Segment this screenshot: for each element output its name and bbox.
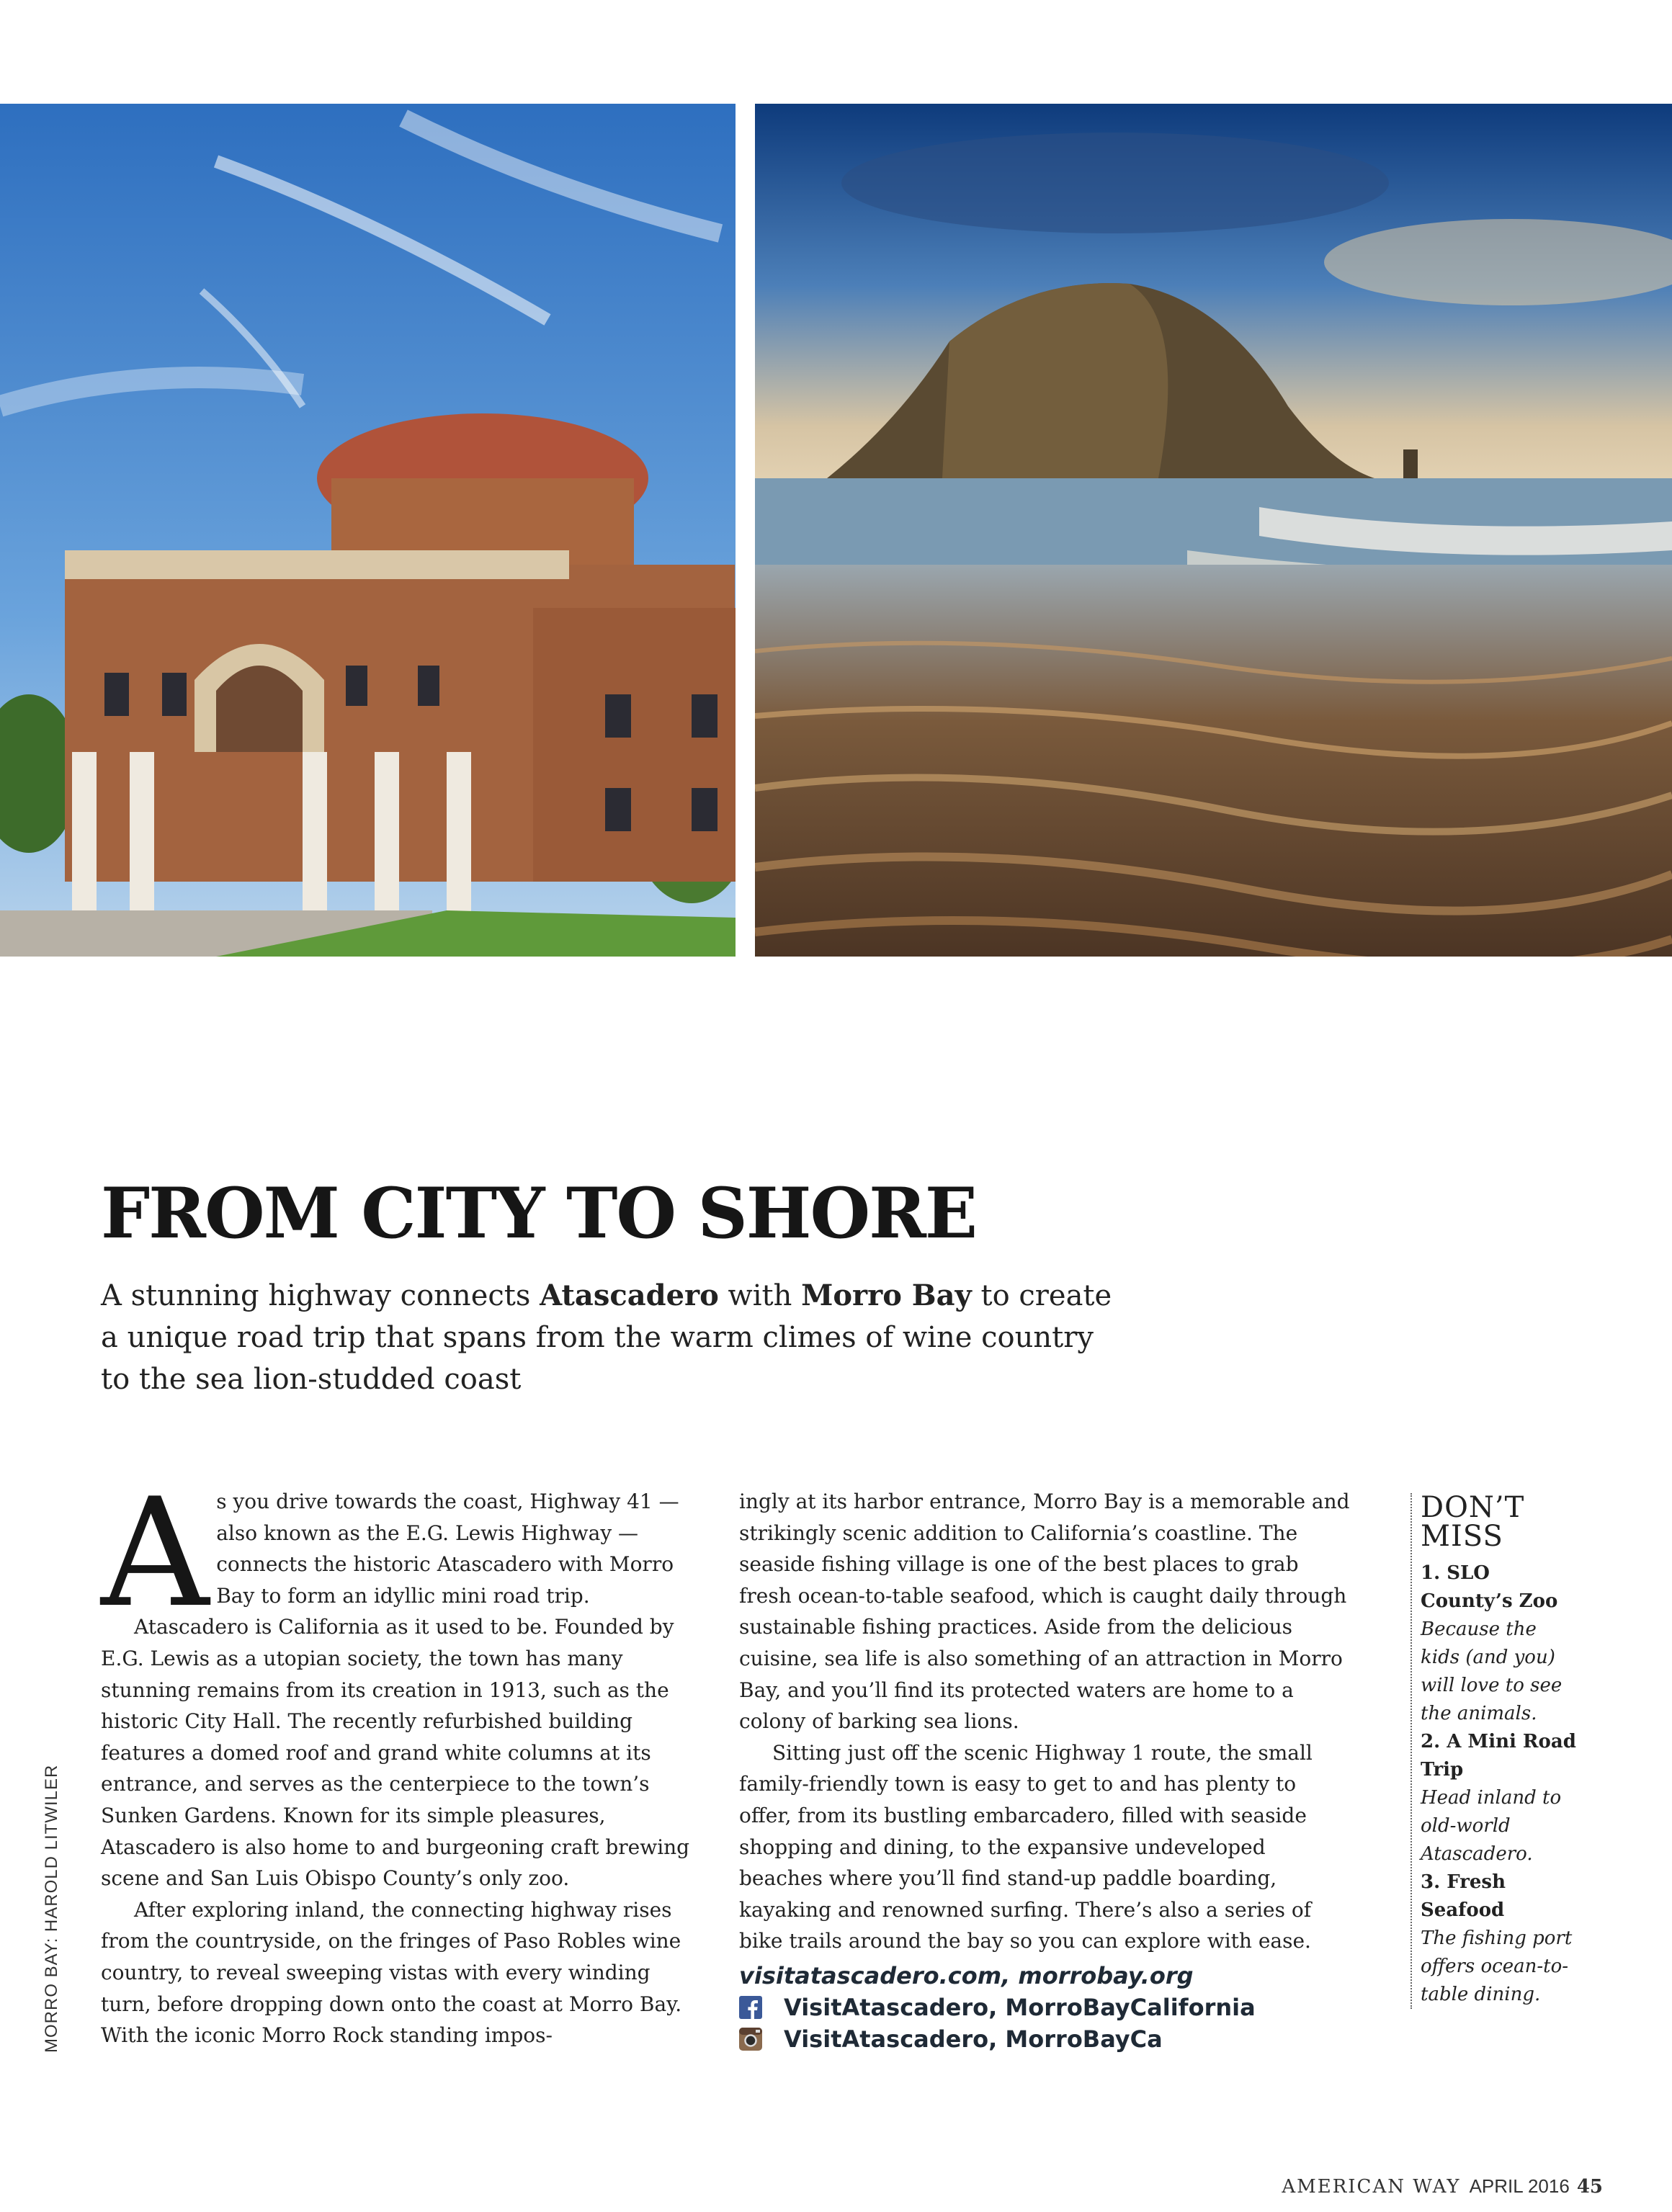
issue-date: APRIL 2016 (1469, 2175, 1570, 2197)
body-paragraph: s you drive towards the coast, Highway 41 — also known as the E.G. Lewis Highway — connects the historic Atascadero with Morro Bay to form an idyllic mini road trip. (216, 1490, 679, 1608)
article-headline: FROM CITY TO SHORE (101, 1173, 977, 1254)
dont-miss-sidebar (1411, 1493, 1581, 2009)
page-folio (1275, 2175, 1603, 2198)
page-number: 45 (1576, 2176, 1603, 2198)
facebook-icon (739, 1996, 762, 2019)
photo-credit: MORRO BAY: HAROLD LITWILER (42, 1764, 61, 2053)
sidebar-item-title: 3. Fresh Seafood (1421, 1871, 1506, 1921)
sidebar-item-text: Head inland to old-world Atascadero. (1421, 1787, 1562, 1865)
deck-text: to create a unique road trip that spans from the warm climes of wine country to the sea lion-studded coast (101, 1279, 1112, 1396)
sidebar-item (1421, 1559, 1581, 1728)
city-hall-photo (0, 104, 736, 957)
body-paragraph: Atascadero is California as it used to be. Founded by E.G. Lewis as a utopian society, the town has many stunning remains from its creation in 1913, such as the historic City Hall. The recently refurbished building features a domed roof and grand white columns at its entrance, and serves as the centerpiece to the town’s Sunken Gardens. Known for its simple pleasures, Atascadero is also home to and burgeoning craft brewing scene and San Luis Obispo County’s only zoo. (101, 1615, 690, 1891)
sidebar-item-title: 1. SLO County’s Zoo (1421, 1562, 1558, 1612)
sidebar-item-text: The fishing port offers ocean-to-table dining. (1421, 1927, 1573, 2005)
city-hall-illustration (0, 104, 736, 957)
body-paragraph: Sitting just off the scenic Highway 1 route, the small family-friendly town is easy to get to and has plenty to offer, from its bustling embarcadero, filled with seaside shopping and dining, to the expansive undeveloped beaches where you’ll find stand-up paddle boarding, kayaking and renowned surfing. There’s also a series of bike trails around the bay so you can explore with ease. (739, 1740, 1313, 1953)
deck-bold-atascadero: Atascadero (540, 1279, 719, 1312)
facebook-handles: VisitAtascadero, MorroBayCalifornia (784, 1993, 1256, 2021)
article-links (739, 1960, 1351, 2055)
morro-rock-photo (755, 104, 1672, 957)
sidebar-item (1421, 1868, 1581, 2009)
body-paragraph: ingly at its harbor entrance, Morro Bay is a memorable and strikingly scenic addition to California’s coastline. The seaside fishing village is one of the best places to grab fresh ocean-to-table seafood, which is caught daily through sustainable fishing practices. Aside from the delicious cuisine, sea life is also something of an attraction in Morro Bay, and you’ll find its protected waters are home to a colony of barking sea lions. (739, 1490, 1350, 1734)
deck-bold-morro-bay: Morro Bay (801, 1279, 972, 1312)
body-column-1 (101, 1467, 692, 2051)
website-links[interactable]: visitatascadero.com, morrobay.org (739, 1961, 1194, 1989)
instagram-icon (739, 2028, 762, 2051)
drop-cap: A (101, 1467, 210, 1641)
deck-text: A stunning highway connects (101, 1279, 540, 1312)
body-paragraph: After exploring inland, the connecting highway rises from the countryside, on the fringes of Paso Robles wine country, to reveal sweeping vistas with every winding turn, before dropping down onto the coast at Morro Bay. With the iconic Morro Rock standing impos- (101, 1897, 682, 2048)
deck-text: with (718, 1279, 802, 1312)
sidebar-item (1421, 1728, 1581, 1868)
instagram-link[interactable] (739, 2023, 1351, 2055)
instagram-handles: VisitAtascadero, MorroBayCa (784, 2025, 1163, 2053)
magazine-name: AMERICAN WAY (1282, 2176, 1461, 2198)
body-column-2 (739, 1486, 1351, 2055)
sidebar-title: DON’T MISS (1421, 1491, 1525, 1553)
article-deck (101, 1275, 1124, 1400)
sidebar-item-text: Because the kids (and you) will love to see the animals. (1421, 1618, 1563, 1724)
morro-rock-illustration (755, 104, 1672, 957)
facebook-link[interactable] (739, 1992, 1351, 2023)
sidebar-item-title: 2. A Mini Road Trip (1421, 1731, 1576, 1781)
